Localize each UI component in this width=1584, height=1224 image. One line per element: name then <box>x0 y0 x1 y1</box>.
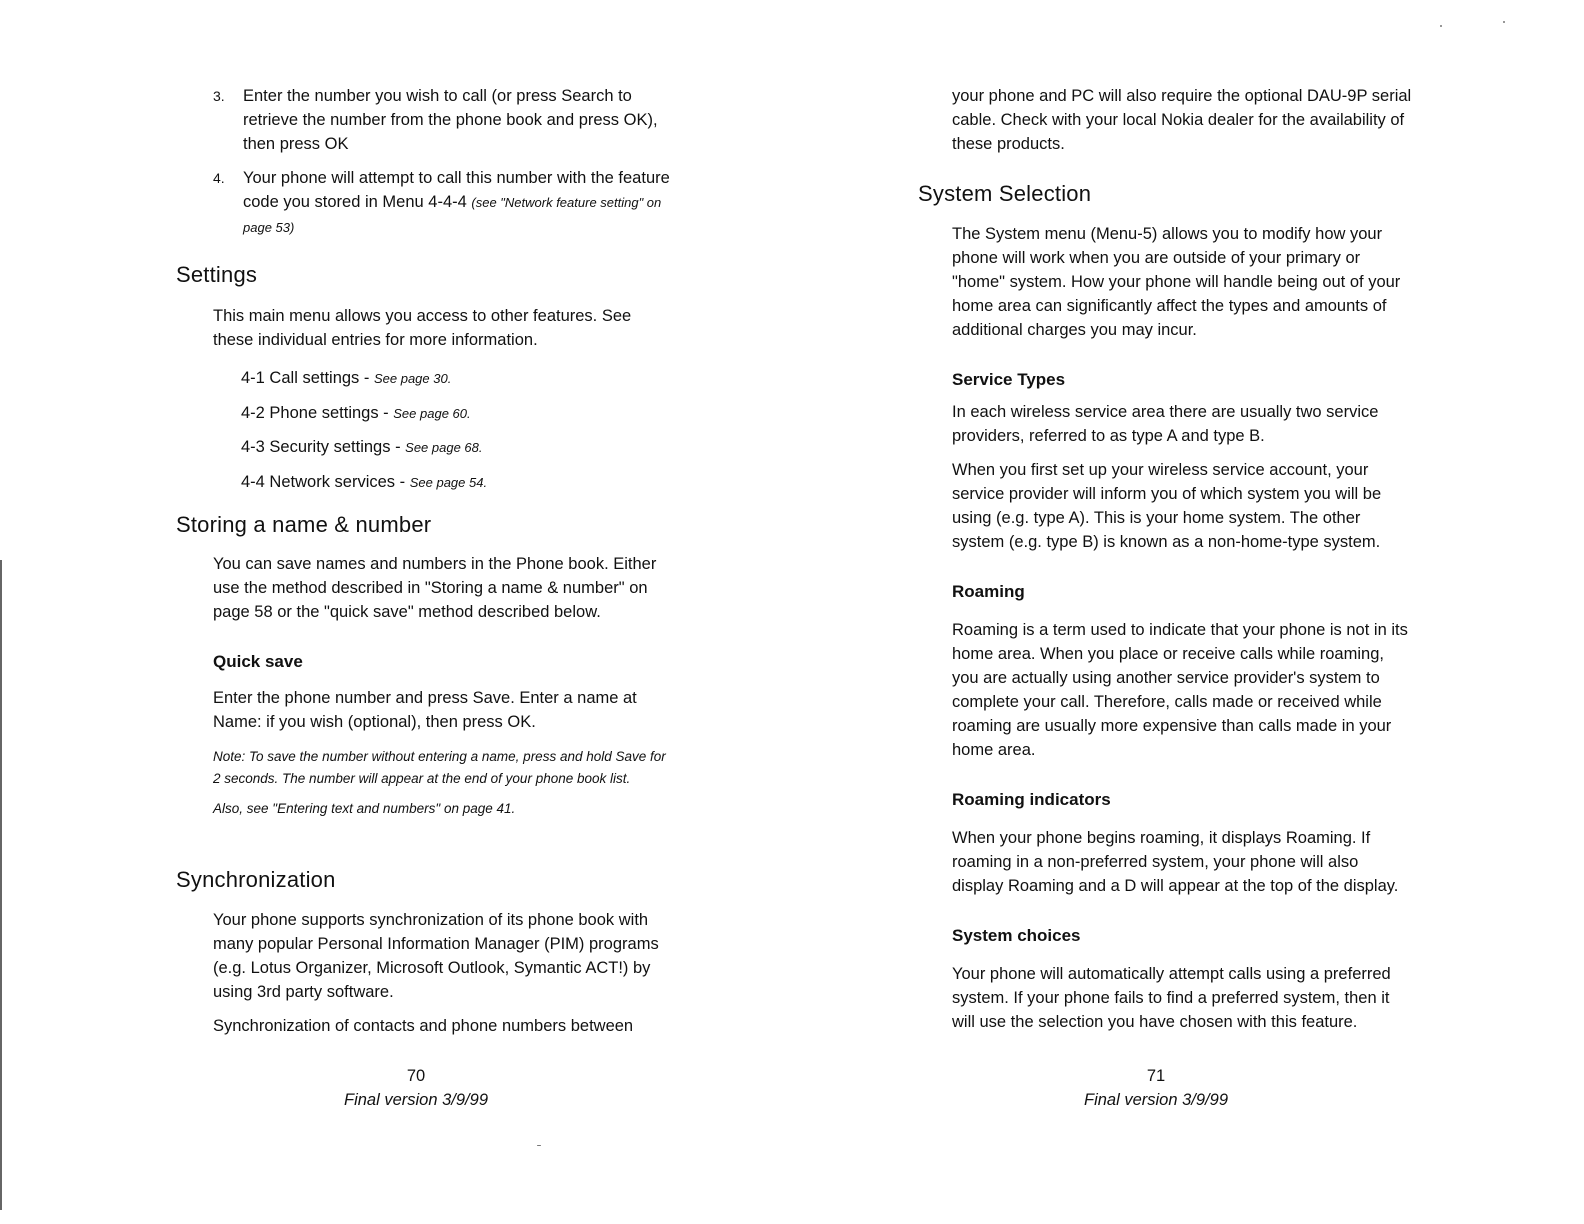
service-types-paragraph: When you first set up your wireless service account, your service provider will inform you of which system you will be using (e.g. type A). This is your home system. The other system (e.g. type B) is known as a non-home-type system. <box>952 461 1382 551</box>
quick-save-note: Note: To save the number without entering a name, press and hold Save for 2 seconds. The number will appear at the end of your phone book list. <box>213 749 666 786</box>
menu-item-network-services <box>241 470 673 495</box>
steps-block <box>213 84 673 250</box>
menu-item-label: 4-3 Security settings - <box>241 438 406 456</box>
page-footer <box>1026 1064 1286 1112</box>
roaming-indicators-paragraph: When your phone begins roaming, it displays Roaming. If roaming in a non-preferred system, your phone will also display Roaming and a D will appear at the top of the display. <box>952 829 1399 895</box>
page-footer <box>286 1064 546 1112</box>
step-item <box>213 84 673 156</box>
step-text: Enter the number you wish to call (or press Search to retrieve the number from the phone book and press OK), then press OK <box>243 87 658 153</box>
quick-save-heading: Quick save <box>213 652 303 671</box>
system-selection-block <box>952 222 1412 1044</box>
sync-paragraph: Synchronization of contacts and phone numbers between <box>213 1017 634 1035</box>
step-number: 4. <box>213 170 225 186</box>
storing-block <box>213 552 673 828</box>
settings-block <box>213 304 673 504</box>
menu-item-page-reference: See page 54. <box>409 474 488 490</box>
menu-item-label: 4-4 Network services - <box>241 472 410 491</box>
menu-item-label: 4-2 Phone settings - <box>241 403 394 422</box>
system-selection-intro: The System menu (Menu-5) allows you to modify how your phone will work when you are outside of your primary or "home" system. How your phone will handle being out of your home area can significantly affect the types and amounts of additional charges you may incur. <box>952 225 1401 339</box>
sync-paragraph: Your phone supports synchronization of its phone book with many popular Personal Information Manager (PIM) programs (e.g. Lotus Organizer, Microsoft Outlook, Symantic ACT!) by using 3rd party software. <box>213 911 659 1001</box>
step-number: 3. <box>213 88 225 104</box>
page-71 <box>792 0 1584 1224</box>
page-number: 70 <box>406 1067 426 1085</box>
menu-item-label: 4-1 Call settings - <box>241 369 374 387</box>
step-page-reference: (see "Network feature setting" on page 53) <box>243 195 662 235</box>
version-label: Final version 3/9/99 <box>1084 1091 1228 1109</box>
step-item <box>213 166 673 240</box>
menu-item-call-settings <box>241 366 673 391</box>
system-choices-paragraph: Your phone will automatically attempt calls using a preferred system. If your phone fails to find a preferred system, then it will use the selection you have chosen with this feature. <box>952 965 1391 1031</box>
menu-item-page-reference: See page 30. <box>373 371 452 386</box>
service-types-paragraph: In each wireless service area there are usually two service providers, referred to as type A and type B. <box>952 403 1379 445</box>
settings-intro: This main menu allows you access to other features. See these individual entries for more information. <box>213 307 632 349</box>
menu-item-page-reference: See page 60. <box>393 405 471 421</box>
storing-heading: Storing a name & number <box>176 512 432 537</box>
continued-block <box>952 84 1412 166</box>
sync-heading: Synchronization <box>176 867 336 892</box>
settings-heading: Settings <box>176 262 258 287</box>
roaming-paragraph: Roaming is a term used to indicate that your phone is not in its home area. When you place or receive calls while roaming, you are actually using another service provider's system to complete your call. Therefore, calls made or received while roaming are usually more expensive than calls made in your home area. <box>952 621 1408 759</box>
quick-save-text: Enter the phone number and press Save. Enter a name at Name: if you wish (optional), then press OK. <box>213 689 637 731</box>
page-number: 71 <box>1146 1067 1166 1085</box>
continued-paragraph: your phone and PC will also require the optional DAU-9P serial cable. Check with your local Nokia dealer for the availability of these products. <box>952 87 1412 153</box>
service-types-heading: Service Types <box>952 370 1066 389</box>
step-text: Your phone will attempt to call this number with the feature code you stored in Menu 4-4-4 <box>243 169 670 211</box>
text-entry-reference: Also, see "Entering text and numbers" on page 41. <box>213 801 516 816</box>
system-choices-heading: System choices <box>952 926 1081 945</box>
roaming-indicators-heading: Roaming indicators <box>952 790 1111 809</box>
storing-intro: You can save names and numbers in the Phone book. Either use the method described in "Storing a name & number" on page 58 or the "quick save" method described below. <box>213 555 657 621</box>
sync-block <box>213 908 673 1048</box>
settings-menu-list <box>241 366 673 495</box>
version-label: Final version 3/9/99 <box>344 1091 488 1109</box>
step-list <box>213 84 673 240</box>
menu-item-page-reference: See page 68. <box>405 440 483 455</box>
roaming-heading: Roaming <box>952 582 1025 601</box>
system-selection-heading: System Selection <box>918 181 1092 206</box>
menu-item-security-settings <box>241 435 673 460</box>
menu-item-phone-settings <box>241 401 673 426</box>
